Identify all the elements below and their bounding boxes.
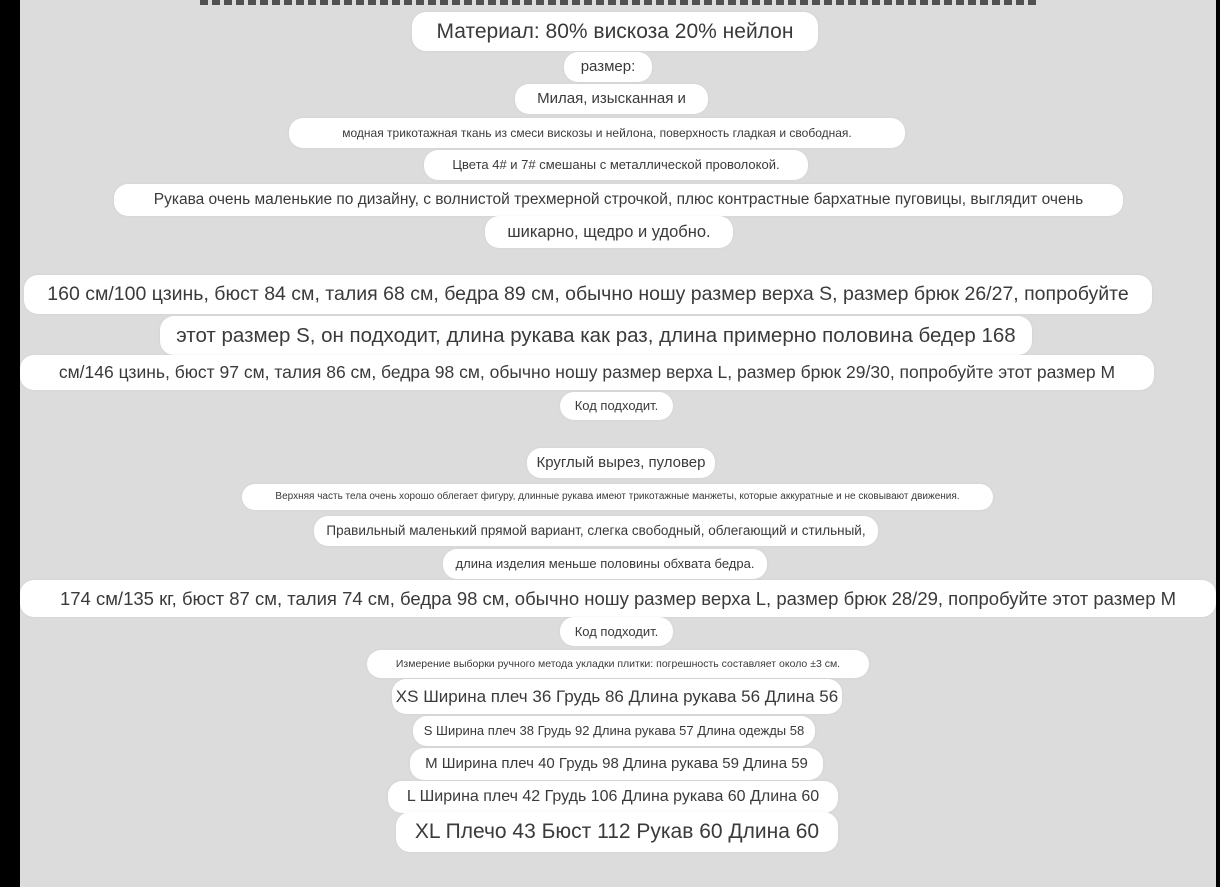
size-row-xs: XS Ширина плеч 36 Грудь 86 Длина рукава 56 Длина 56 [392,679,842,714]
material-line: Материал: 80% вискоза 20% нейлон [412,12,818,51]
top-dashed-divider [200,0,1040,5]
model-3-line: 174 см/135 кг, бюст 87 см, талия 74 см, бедра 98 см, обычно ношу размер верха L, размер брюк 28/29, попробуйте этот размер M [20,580,1216,617]
size-label: размер: [564,52,652,82]
fit-note-2: Код подходит. [560,617,673,646]
sleeve-line-1: Рукава очень маленькие по дизайну, с волнистой трехмерной строчкой, плюс контрастные бархатные пуговицы, выглядит очень [114,184,1123,216]
size-row-s: S Ширина плеч 38 Грудь 92 Длина рукава 57 Длина одежды 58 [413,716,815,746]
neckline-label: Круглый вырез, пуловер [527,448,715,478]
fit-description: Верхняя часть тела очень хорошо облегает фигуру, длинные рукава имеют трикотажные манжеты, которые аккуратные и не сковывают движения. [242,484,993,510]
cut-line-2: длина изделия меньше половины обхвата бедра. [443,549,767,579]
size-row-l: L Ширина плеч 42 Грудь 106 Длина рукава 60 Длина 60 [388,781,838,813]
measurement-note: Измерение выборки ручного метода укладки плитки: погрешность составляет около ±3 см. [367,650,869,678]
model-2-line: см/146 цзинь, бюст 97 см, талия 86 см, бедра 98 см, обычно ношу размер верха L, размер брюк 29/30, попробуйте этот размер M [20,355,1154,390]
description-line-1: Милая, изысканная и [515,84,708,114]
color-note: Цвета 4# и 7# смешаны с металлической проволокой. [424,150,808,180]
size-row-m: M Ширина плеч 40 Грудь 98 Длина рукава 59 Длина 59 [410,748,823,780]
sleeve-line-2: шикарно, щедро и удобно. [485,216,733,248]
size-row-xl: XL Плечо 43 Бюст 112 Рукав 60 Длина 60 [396,812,838,852]
fit-note-1: Код подходит. [560,392,673,420]
description-line-2: модная трикотажная ткань из смеси вискозы и нейлона, поверхность гладкая и свободная. [289,118,905,148]
cut-line-1: Правильный маленький прямой вариант, слегка свободный, облегающий и стильный, [314,516,878,546]
model-1-line-2: этот размер S, он подходит, длина рукава как раз, длина примерно половина бедер 168 [160,316,1032,355]
right-border [1216,0,1220,887]
model-1-line-1: 160 см/100 цзинь, бюст 84 см, талия 68 см, бедра 89 см, обычно ношу размер верха S, размер брюк 26/27, попробуйте [24,275,1152,314]
left-border [0,0,20,887]
